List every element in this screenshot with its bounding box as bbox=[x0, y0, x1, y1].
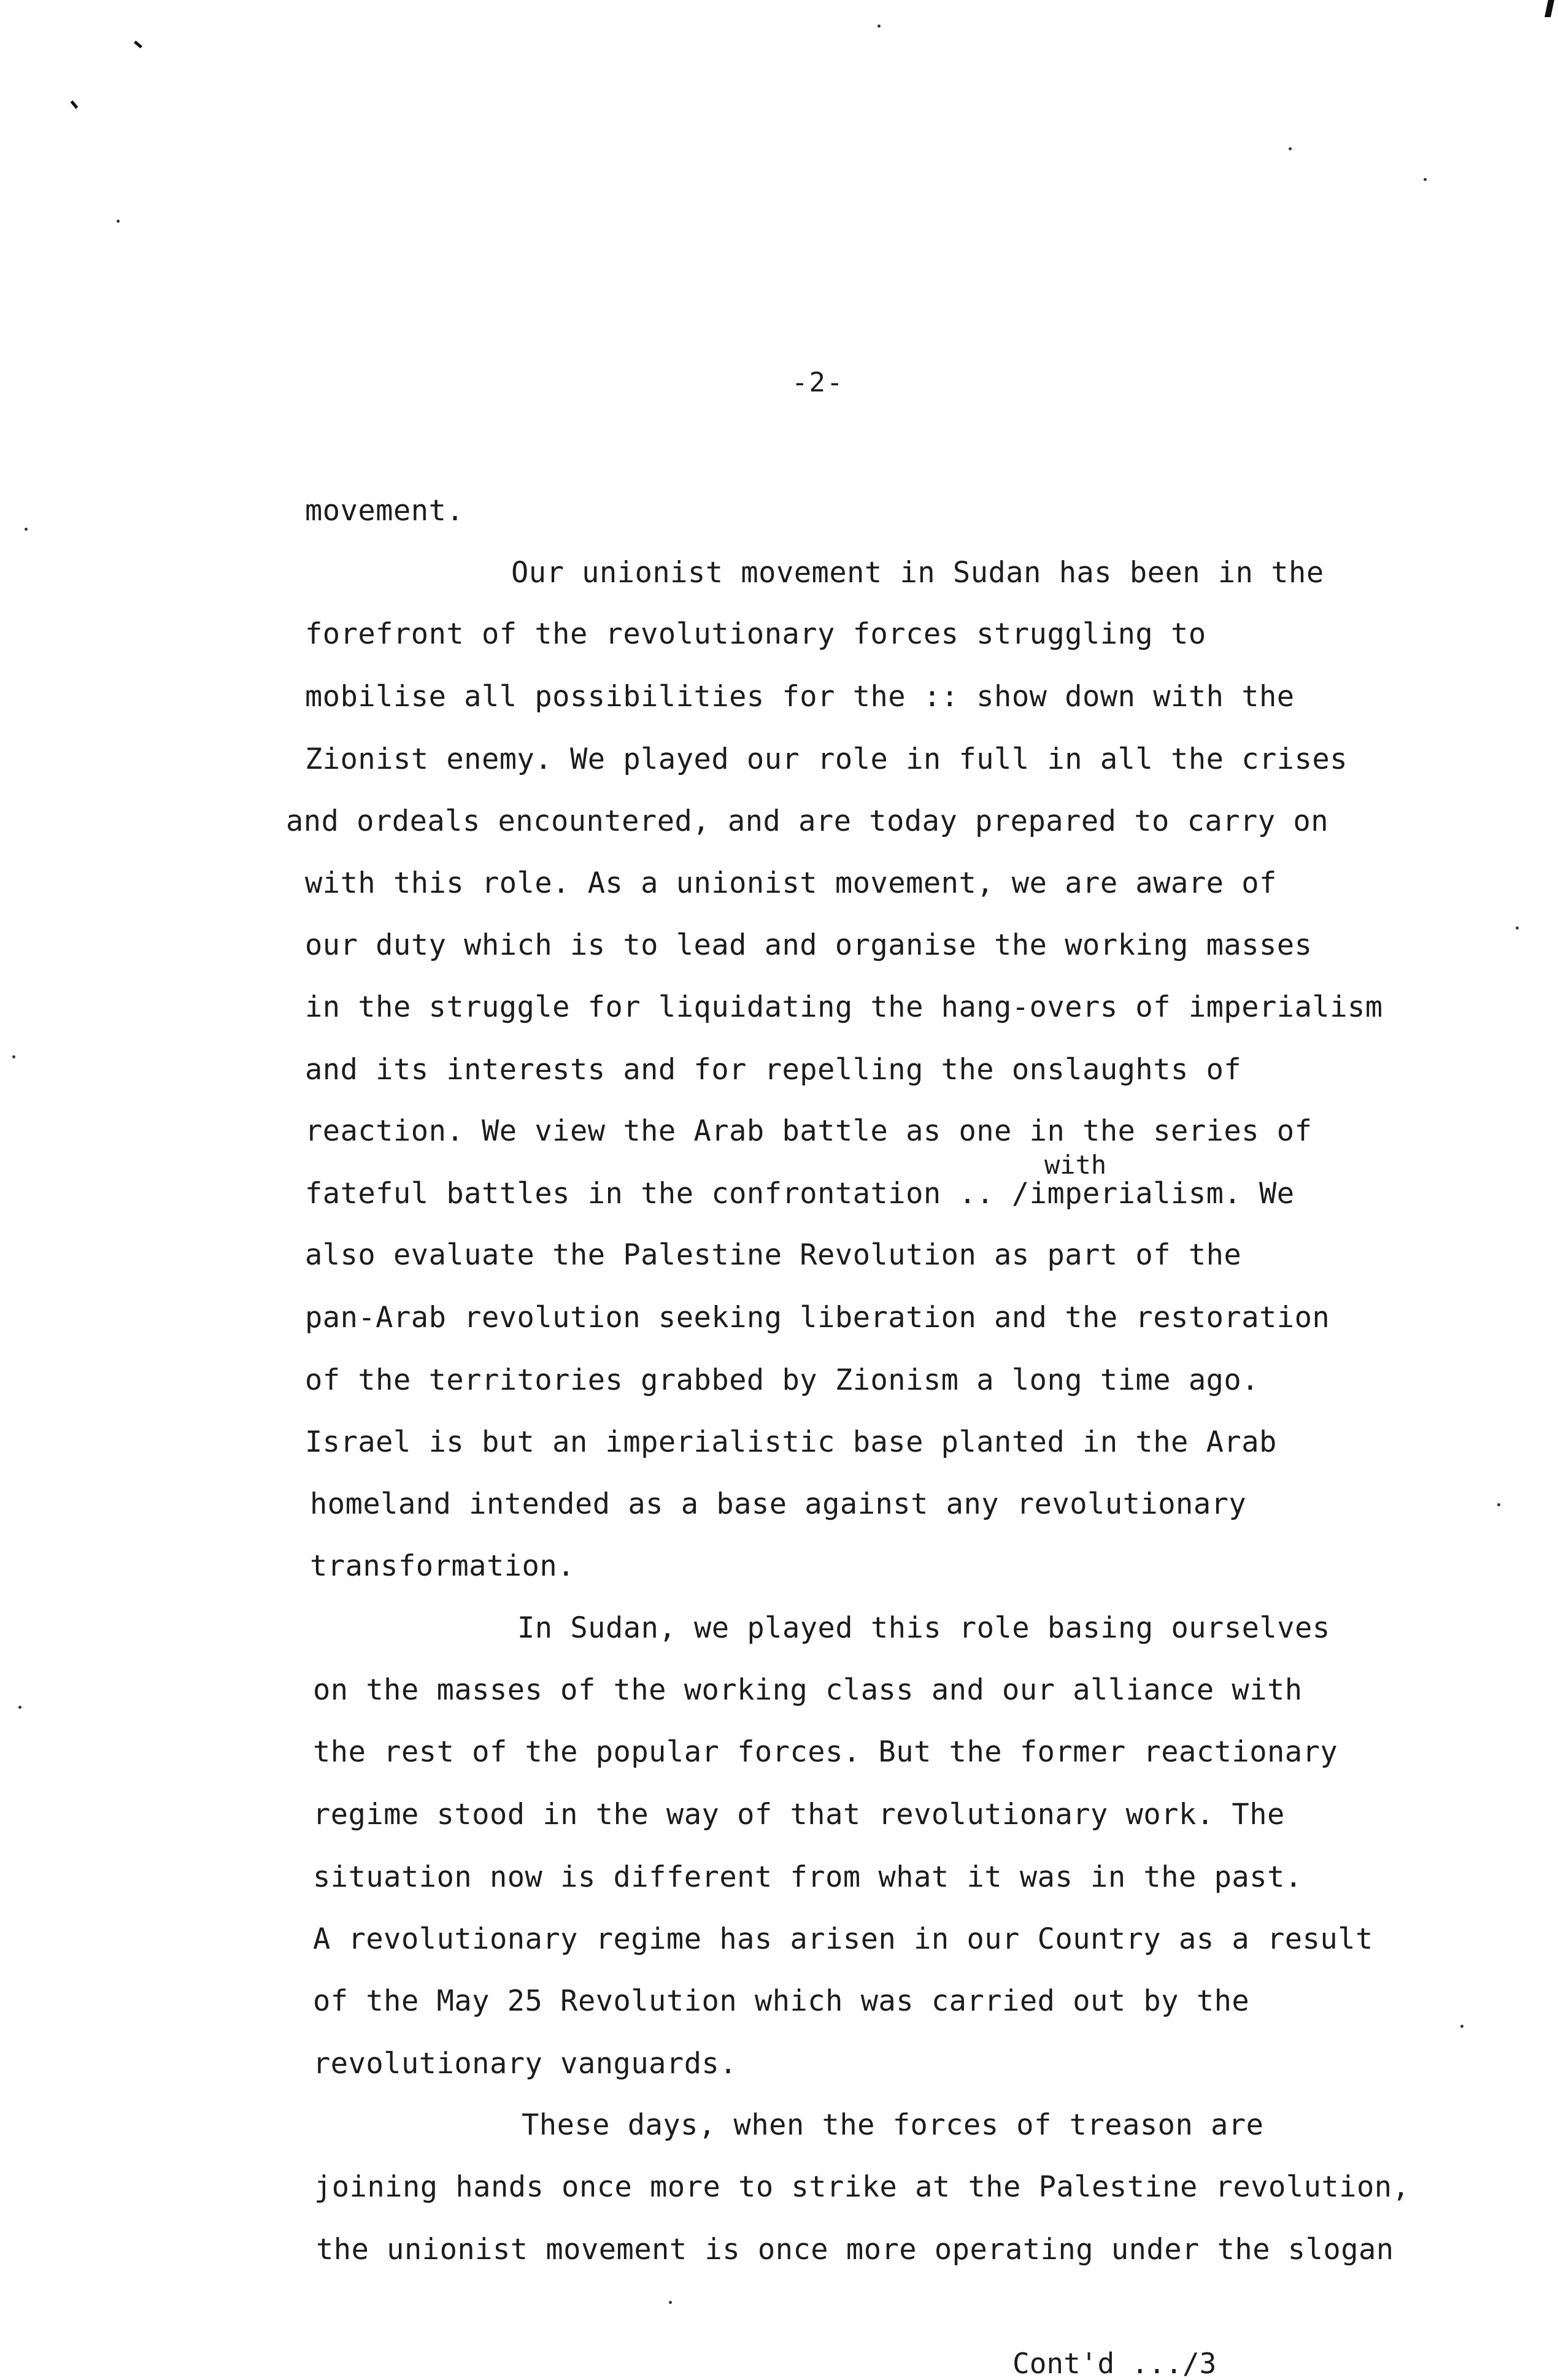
text-line: joining hands once more to strike at the Palestine revolution, bbox=[314, 2170, 1410, 2204]
scan-speck bbox=[1424, 178, 1427, 181]
scan-speck bbox=[1516, 926, 1519, 930]
text-line: These days, when the forces of treason are bbox=[522, 2108, 1264, 2142]
text-line: In Sudan, we played this role basing ourselves bbox=[517, 1611, 1330, 1645]
text-line: mobilise all possibilities for the :: show down with the bbox=[305, 680, 1295, 714]
text-line: A revolutionary regime has arisen in our Country as a result bbox=[313, 1922, 1373, 1956]
text-line: revolutionary vanguards. bbox=[313, 2047, 738, 2081]
text-line: forefront of the revolutionary forces struggling to bbox=[305, 617, 1206, 651]
text-line: pan-Arab revolution seeking liberation and the restoration bbox=[305, 1301, 1330, 1334]
text-line: movement. bbox=[305, 494, 465, 528]
continuation-note: Cont'd .../3 bbox=[1012, 2347, 1217, 2380]
scan-mark bbox=[71, 101, 79, 109]
page-number: -2- bbox=[792, 367, 844, 398]
text-line: homeland intended as a base against any revolutionary bbox=[310, 1487, 1247, 1521]
scan-speck bbox=[1497, 1503, 1500, 1506]
text-line: the rest of the popular forces. But the former reactionary bbox=[313, 1735, 1338, 1769]
scan-speck bbox=[12, 1055, 15, 1058]
text-line: Zionist enemy. We played our role in full in all the crises bbox=[305, 742, 1348, 776]
text-line: our duty which is to lead and organise the working masses bbox=[305, 928, 1313, 962]
scan-mark bbox=[1545, 0, 1554, 17]
text-line: and its interests and for repelling the onslaughts of bbox=[305, 1053, 1242, 1087]
text-line: Israel is but an imperialistic base planted in the Arab bbox=[305, 1425, 1277, 1459]
text-line: and ordeals encountered, and are today prepared to carry on bbox=[286, 804, 1329, 838]
scan-speck bbox=[25, 528, 28, 531]
text-line: the unionist movement is once more operating under the slogan bbox=[316, 2233, 1394, 2266]
scan-speck bbox=[877, 25, 881, 28]
scan-speck bbox=[117, 220, 120, 223]
text-line: in the struggle for liquidating the hang-overs of imperialism bbox=[305, 990, 1383, 1024]
text-line: also evaluate the Palestine Revolution as part of the bbox=[305, 1238, 1242, 1272]
text-line: regime stood in the way of that revolutionary work. The bbox=[313, 1798, 1285, 1831]
scan-speck bbox=[18, 1706, 21, 1709]
scan-mark bbox=[134, 40, 142, 48]
text-line: transformation. bbox=[310, 1549, 575, 1583]
interlinear-insert: with bbox=[1044, 1150, 1107, 1180]
text-line: on the masses of the working class and our alliance with bbox=[313, 1673, 1303, 1707]
text-line: reaction. We view the Arab battle as one in the series of bbox=[305, 1114, 1313, 1148]
text-line: of the May 25 Revolution which was carried out by the bbox=[313, 1984, 1250, 2018]
text-line: of the territories grabbed by Zionism a long time ago. bbox=[305, 1363, 1260, 1397]
scan-speck bbox=[669, 2301, 672, 2304]
scan-speck bbox=[1460, 2025, 1464, 2028]
text-line: situation now is different from what it was in the past. bbox=[313, 1860, 1303, 1894]
scan-speck bbox=[1289, 147, 1292, 150]
text-line: fateful battles in the confrontation .. /imperialism. We bbox=[305, 1177, 1295, 1211]
text-line: Our unionist movement in Sudan has been in the bbox=[511, 556, 1324, 590]
text-line: with this role. As a unionist movement, we are aware of bbox=[305, 866, 1277, 900]
